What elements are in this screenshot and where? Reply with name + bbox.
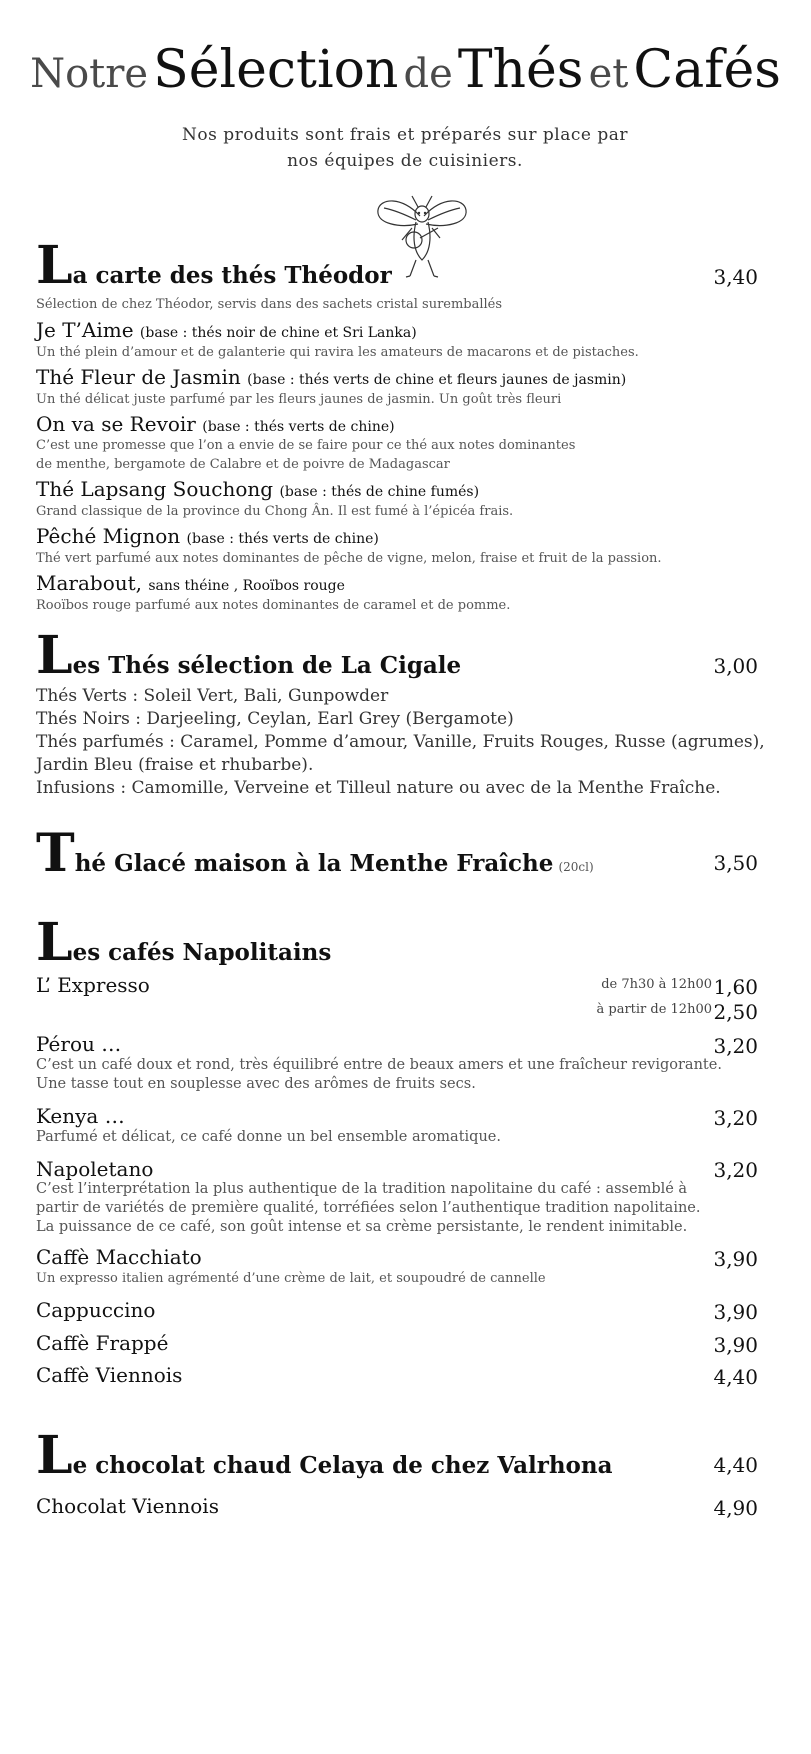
item-name: Je T’Aime — [36, 318, 134, 342]
item-name: Chocolat Viennois — [36, 1494, 219, 1518]
drop-cap: L — [36, 235, 73, 296]
item-desc: Un thé délicat juste parfumé par les fleurs jaunes de jasmin. Un goût très fleuri — [36, 392, 562, 407]
item-desc: partir de variétés de première qualité, torréfiées selon l’authentique tradition napolitaine. — [36, 1200, 701, 1216]
drop-cap: L — [36, 1425, 73, 1486]
item-desc: Thé vert parfumé aux notes dominantes de pêche de vigne, melon, fraise et fruit de la passion. — [36, 551, 662, 566]
item-name: Cappuccino — [36, 1298, 156, 1322]
item-price: 2,50 — [713, 1000, 758, 1024]
item-name: Caffè Macchiato — [36, 1245, 202, 1269]
item-name: Napoletano — [36, 1157, 154, 1181]
time-range: de 7h30 à 12h00 — [601, 977, 712, 992]
intro-text — [120, 122, 690, 174]
item-base: (base : thés noir de chine et Sri Lanka) — [139, 325, 417, 341]
section-price: 3,40 — [713, 265, 758, 289]
tea-list-line: Thés Verts : Soleil Vert, Bali, Gunpowder — [36, 686, 389, 706]
item-price: 1,60 — [713, 975, 758, 999]
section-chocolat-heading — [36, 1425, 613, 1486]
item-name: Thé Lapsang Souchong — [36, 477, 274, 501]
item-desc: C’est l’interprétation la plus authentique de la tradition napolitaine du café : assemblé à — [36, 1181, 688, 1197]
tea-list-line: Thés Noirs : Darjeeling, Ceylan, Earl Grey (Bergamote) — [36, 709, 514, 729]
item-desc: La puissance de ce café, son goût intense et sa crème persistante, le rendent inimitable. — [36, 1219, 688, 1235]
section-title: e chocolat chaud Celaya de chez Valrhona — [72, 1452, 613, 1479]
item-base: (base : thés verts de chine) — [186, 531, 379, 547]
item-price: 3,20 — [713, 1106, 758, 1130]
section-title: hé Glacé maison à la Menthe Fraîche — [74, 850, 554, 877]
item-base: (base : thés verts de chine) — [202, 419, 395, 435]
section-cafes-heading — [36, 912, 332, 973]
item-price: 3,90 — [713, 1247, 758, 1271]
item-price: 3,20 — [713, 1034, 758, 1058]
item-name: Pêché Mignon — [36, 524, 181, 548]
intro-line: nos équipes de cuisiniers. — [287, 151, 523, 171]
drop-cap: L — [36, 912, 73, 973]
item-name: On va se Revoir — [36, 412, 196, 436]
menu-item — [36, 524, 379, 548]
item-desc: Un expresso italien agrémenté d’une crème de lait, et soupoudré de cannelle — [36, 1271, 546, 1286]
item-desc: de menthe, bergamote de Calabre et de poivre de Madagascar — [36, 457, 450, 472]
item-desc: Une tasse tout en souplesse avec des arômes de fruits secs. — [36, 1076, 476, 1092]
title-word: Thés — [457, 40, 584, 100]
item-name: Marabout, — [36, 571, 143, 595]
section-title: es Thés sélection de La Cigale — [72, 652, 462, 679]
section-theodor-heading — [36, 235, 392, 296]
item-price: 4,40 — [713, 1365, 758, 1389]
item-name: Caffè Viennois — [36, 1363, 183, 1387]
item-price: 3,20 — [713, 1158, 758, 1182]
page-title — [0, 40, 811, 100]
section-glace-heading — [36, 823, 594, 884]
item-desc: Grand classique de la province du Chong Ân. Il est fumé à l’épicéa frais. — [36, 504, 514, 519]
section-cigale-heading — [36, 625, 462, 686]
item-base: (base : thés de chine fumés) — [279, 484, 480, 500]
item-desc: C’est un café doux et rond, très équilibré entre de beaux amers et une fraîcheur revigorante. — [36, 1057, 722, 1073]
item-price: 4,90 — [713, 1496, 758, 1520]
title-word: de — [403, 51, 453, 97]
tea-list-line: Thés parfumés : Caramel, Pomme d’amour, Vanille, Fruits Rouges, Russe (agrumes), — [36, 732, 765, 752]
item-name: Thé Fleur de Jasmin — [36, 365, 241, 389]
menu-item — [36, 412, 395, 436]
item-base: (base : thés verts de chine et fleurs jaunes de jasmin) — [247, 372, 627, 388]
section-title: a carte des thés Théodor — [72, 262, 392, 289]
section-subtitle: Sélection de chez Théodor, servis dans des sachets cristal suremballés — [36, 297, 503, 312]
tea-list-line: Infusions : Camomille, Verveine et Tilleul nature ou avec de la Menthe Fraîche. — [36, 778, 721, 798]
drop-cap: T — [36, 823, 75, 884]
menu-item — [36, 365, 626, 389]
item-base: sans théine , Rooïbos rouge — [148, 578, 345, 594]
section-price: 3,00 — [713, 654, 758, 678]
item-name: Kenya … — [36, 1104, 125, 1128]
section-title: es cafés Napolitains — [72, 939, 332, 966]
item-desc: C’est une promesse que l’on a envie de se faire pour ce thé aux notes dominantes — [36, 438, 576, 453]
volume-note: (20cl) — [558, 860, 594, 874]
item-name: L’ Expresso — [36, 973, 150, 997]
item-desc: Parfumé et délicat, ce café donne un bel ensemble aromatique. — [36, 1129, 501, 1145]
item-desc: Un thé plein d’amour et de galanterie qui ravira les amateurs de macarons et de pistaches. — [36, 345, 639, 360]
item-name: Pérou … — [36, 1032, 122, 1056]
item-desc: Rooïbos rouge parfumé aux notes dominantes de caramel et de pomme. — [36, 598, 511, 613]
menu-item — [36, 318, 417, 342]
drop-cap: L — [36, 625, 73, 686]
item-name: Caffè Frappé — [36, 1331, 169, 1355]
title-word: Cafés — [633, 40, 781, 100]
tea-list-line: Jardin Bleu (fraise et rhubarbe). — [36, 755, 314, 775]
menu-item — [36, 477, 479, 501]
item-price: 3,90 — [713, 1300, 758, 1324]
menu-item — [36, 571, 345, 595]
item-price: 3,90 — [713, 1333, 758, 1357]
intro-line: Nos produits sont frais et préparés sur place par — [182, 125, 628, 145]
title-word: Notre — [30, 51, 149, 97]
time-range: à partir de 12h00 — [596, 1002, 712, 1017]
title-word: et — [588, 51, 629, 97]
section-price: 3,50 — [713, 851, 758, 875]
title-word: Sélection — [153, 40, 399, 100]
section-price: 4,40 — [713, 1453, 758, 1477]
